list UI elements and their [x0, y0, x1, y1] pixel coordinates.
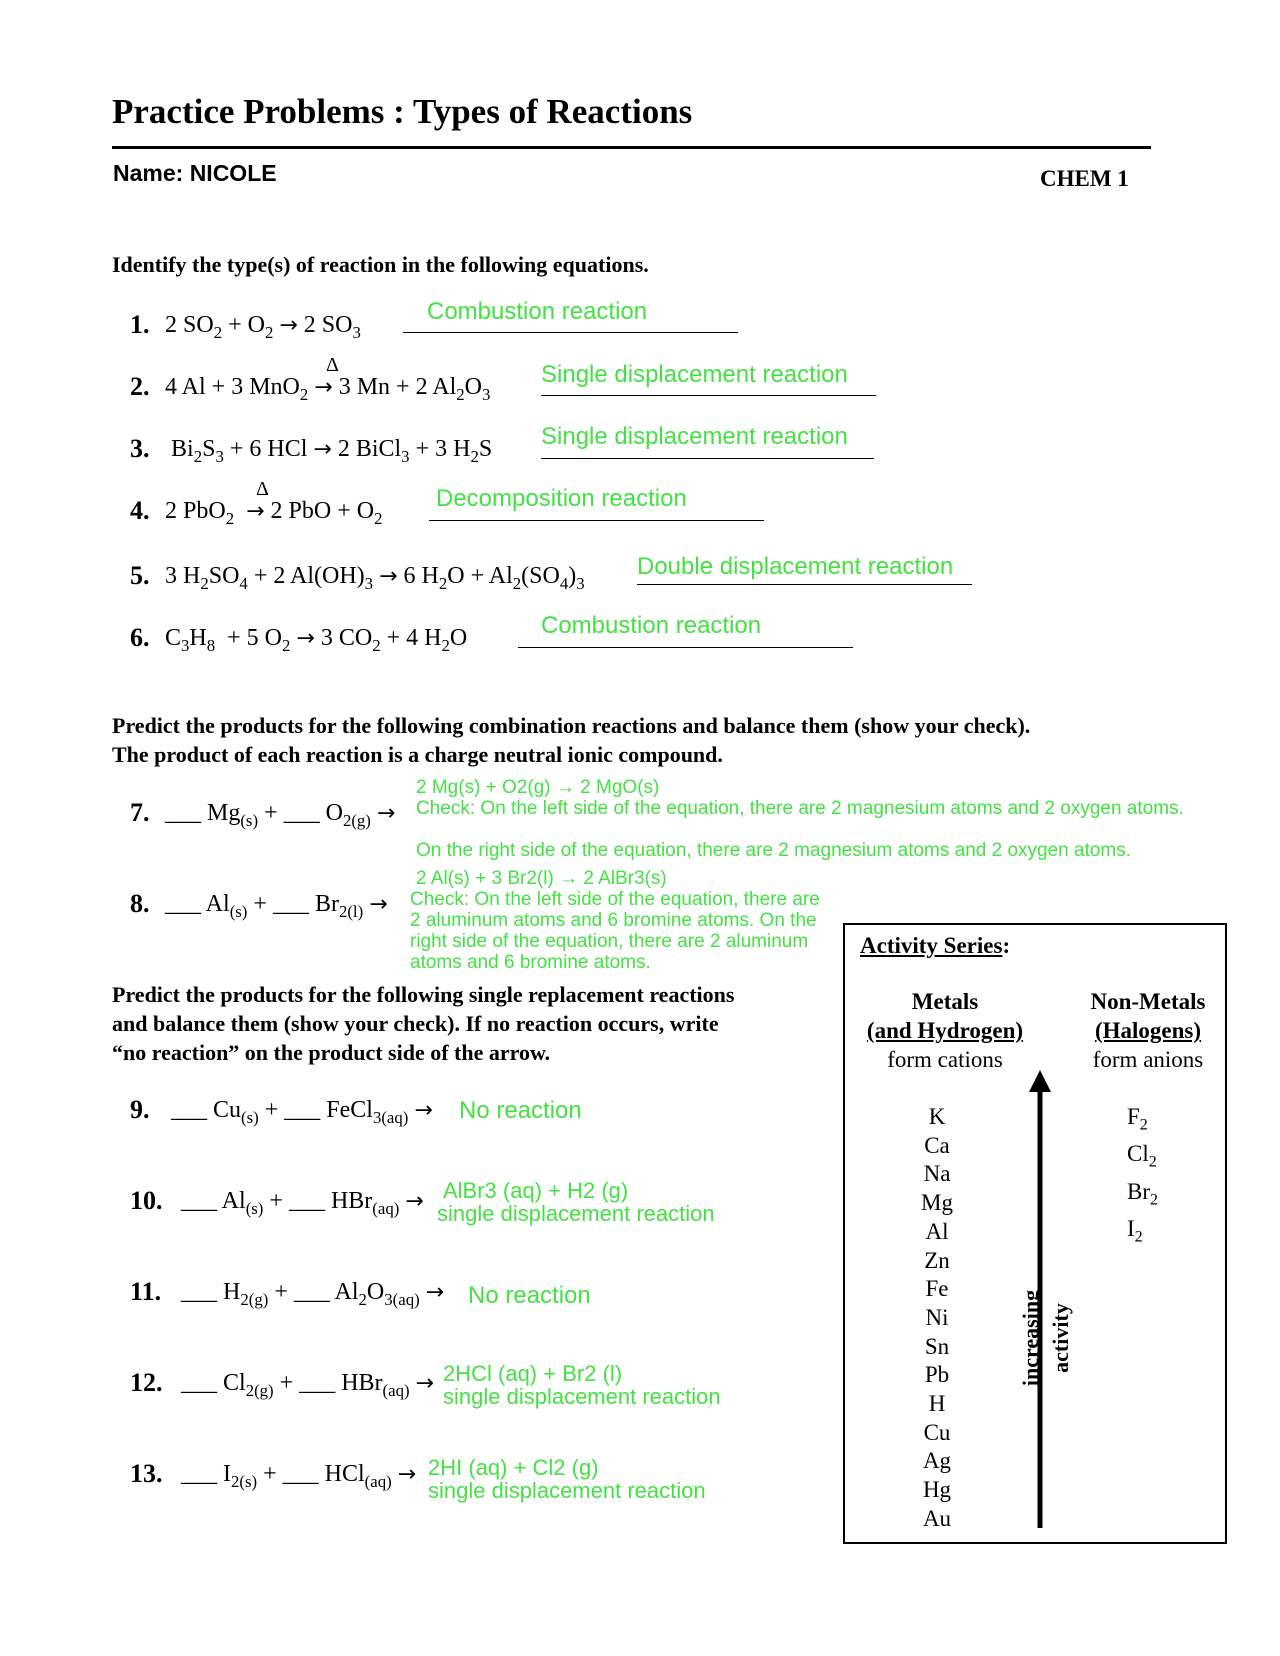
q4-delta: Δ [256, 478, 269, 500]
q11-equation: ___ $H_{2(g)}$ + ___ $Al_2O_{3(aq)}$ → [181, 1279, 445, 1309]
activity-series-title: Activity Series: [860, 933, 1011, 958]
q10-equation: ___ $Al_{(s)}$ + ___ HBr$_{(aq)}$ → [181, 1188, 424, 1218]
q7-answer-check[interactable]: Check: On the left side of the equation, there are 2 magnesium atoms and 2 oxygen atoms. [416, 798, 1184, 819]
q13-answer-products[interactable]: 2HI (aq) + Cl2 (g) [428, 1455, 599, 1480]
q12-equation: ___ $Cl_{2(g)}$ + ___ HBr$_{(aq)}$ → [181, 1370, 434, 1400]
q2-answer[interactable]: Single displacement reaction [541, 361, 848, 388]
q10-answer-type[interactable]: single displacement reaction [437, 1201, 715, 1226]
metal-item: Ni [925, 1304, 949, 1330]
metal-item: Hg [922, 1477, 952, 1503]
halogen-f2: $F_2$ [1127, 1104, 1148, 1134]
section1-heading: Identify the type(s) of reaction in the following equations. [112, 252, 649, 277]
section3-heading-line2: and balance them (show your check). If no reaction occurs, write [112, 1011, 719, 1036]
metal-item: Sn [924, 1333, 950, 1359]
q7-equation: ___ $Mg_{(s)}$ + ___ $O_{2(g)}$ → [165, 800, 396, 830]
q13-equation: ___ $I_{2(s)}$ + ___ HCl$_{(aq)}$ → [181, 1461, 417, 1491]
section2-heading-line1: Predict the products for the following combination reactions and balance them (show your check). [112, 713, 1031, 738]
q2-number: 2. [130, 372, 150, 401]
q4-equation: 2 PbO$_2$ → 2 PbO + $O_2$ [165, 498, 383, 528]
metal-item: Fe [925, 1276, 949, 1302]
q3-number: 3. [130, 434, 150, 463]
course-label: CHEM 1 [1040, 166, 1129, 191]
q12-number: 12. [130, 1368, 163, 1397]
q2-equation: 4 Al + 3 MnO$_2$ → 3 Mn + 2 $Al_2O_3$ [165, 374, 491, 404]
halogen-cl2: $Cl_2$ [1127, 1141, 1157, 1171]
q2-delta: Δ [326, 354, 339, 376]
page-title: Practice Problems : Types of Reactions [112, 92, 693, 131]
halogen-br2: $Br_2$ [1127, 1178, 1159, 1209]
nonmetals-note: form anions [1092, 1047, 1204, 1072]
section3-heading-line1: Predict the products for the following single replacement reactions [112, 982, 735, 1007]
metals-list [907, 1103, 967, 1534]
q7-number: 7. [130, 798, 150, 827]
q10-number: 10. [130, 1186, 163, 1215]
q1-answer[interactable]: Combustion reaction [427, 298, 648, 325]
q6-number: 6. [130, 623, 150, 652]
nonmetals-subheading: (Halogens) [1094, 1018, 1202, 1043]
q8-answer-equation[interactable]: 2 Al(s) + 3 Br2(l) → 2 AlBr3(s) [416, 868, 667, 889]
student-name: Name: NICOLE [113, 160, 277, 186]
q1-number: 1. [130, 310, 150, 339]
q8-equation: ___ $Al_{(s)}$ + ___ $Br_{2(l)}$ → [165, 891, 388, 921]
q5-equation: 3 $H_2SO_4 + 2$ $Al(OH)_3 \to 6$ $H_2O + Al_2(SO_4)_3$ [165, 563, 585, 593]
q12-answer-products[interactable]: 2HCl (aq) + Br2 (l) [443, 1361, 623, 1386]
q11-answer[interactable]: No reaction [468, 1282, 591, 1309]
activity-series-box [843, 923, 1227, 1544]
q2-answer-line [541, 395, 876, 396]
metal-item: Au [922, 1505, 952, 1531]
metal-item: Ag [922, 1448, 952, 1474]
q3-answer-line [541, 458, 874, 459]
metal-item: Cu [923, 1419, 951, 1445]
metal-item: H [928, 1391, 946, 1417]
q7-answer-check2[interactable]: On the right side of the equation, there are 2 magnesium atoms and 2 oxygen atoms. [416, 840, 1132, 861]
q8-number: 8. [130, 889, 150, 918]
halogens-list [1127, 1103, 1158, 1252]
section2-heading-line2: The product of each reaction is a charge neutral ionic compound. [112, 742, 723, 767]
metal-item: Al [925, 1218, 949, 1244]
q11-number: 11. [130, 1277, 162, 1306]
q9-equation: ___ $Cu_{(s)}$ + ___ FeCl$_{3(aq)}$ → [171, 1097, 433, 1127]
q6-answer-line [518, 647, 853, 648]
q13-number: 13. [130, 1459, 163, 1488]
q3-answer[interactable]: Single displacement reaction [541, 423, 848, 450]
q12-answer-type[interactable]: single displacement reaction [443, 1384, 721, 1409]
title-rule [112, 146, 1151, 149]
halogen-i2: $I_2$ [1127, 1215, 1143, 1246]
arrow-label-activity: activity [1048, 1303, 1073, 1373]
q9-answer[interactable]: No reaction [459, 1097, 582, 1124]
metal-item: K [928, 1104, 946, 1129]
q4-answer[interactable]: Decomposition reaction [436, 485, 687, 512]
q9-number: 9. [130, 1095, 150, 1124]
metals-subheading: (and Hydrogen) [866, 1018, 1024, 1043]
q5-answer-line [637, 584, 972, 585]
q10-answer-products[interactable]: AlBr3 (aq) + H2 (g) [443, 1178, 629, 1203]
metals-heading: Metals [911, 989, 979, 1014]
metal-item: Mg [921, 1190, 953, 1216]
q4-answer-line [429, 520, 764, 521]
nonmetals-heading: Non-Metals [1090, 989, 1206, 1014]
q6-equation: $C_3H_8 + 5$ $O_2 \to 3$ $CO_2 + 4$ $H_2O$ [165, 625, 468, 655]
q4-number: 4. [130, 496, 150, 525]
q7-answer-equation[interactable]: 2 Mg(s) + O2(g) → 2 MgO(s) [416, 777, 660, 798]
q5-number: 5. [130, 561, 150, 590]
metal-item: Ca [924, 1132, 950, 1158]
arrow-label-increasing: increasing [1018, 1289, 1043, 1387]
q3-equation: $Bi_2S_3 + 6$ HCl → 2 BiCl$_3$ + 3 $H_2S$ [171, 436, 493, 466]
q1-answer-line [403, 332, 738, 333]
metals-note: form cations [887, 1047, 1003, 1072]
metal-item: Na [923, 1161, 951, 1187]
metal-item: Zn [924, 1247, 950, 1273]
section3-heading-line3: “no reaction” on the product side of the arrow. [112, 1040, 551, 1065]
q8-answer-check[interactable]: Check: On the left side of the equation, there are 2 aluminum atoms and 6 bromine atoms. On the right side of the equation, there are 2 aluminum atoms and 6 bromine atoms. [410, 889, 820, 973]
q13-answer-type[interactable]: single displacement reaction [428, 1478, 706, 1503]
q1-equation: 2 $SO_2 + O_2 \to 2$ $SO_3$ [165, 312, 361, 342]
metal-item: Pb [924, 1362, 950, 1388]
q5-answer[interactable]: Double displacement reaction [637, 553, 954, 580]
q6-answer[interactable]: Combustion reaction [541, 612, 762, 639]
